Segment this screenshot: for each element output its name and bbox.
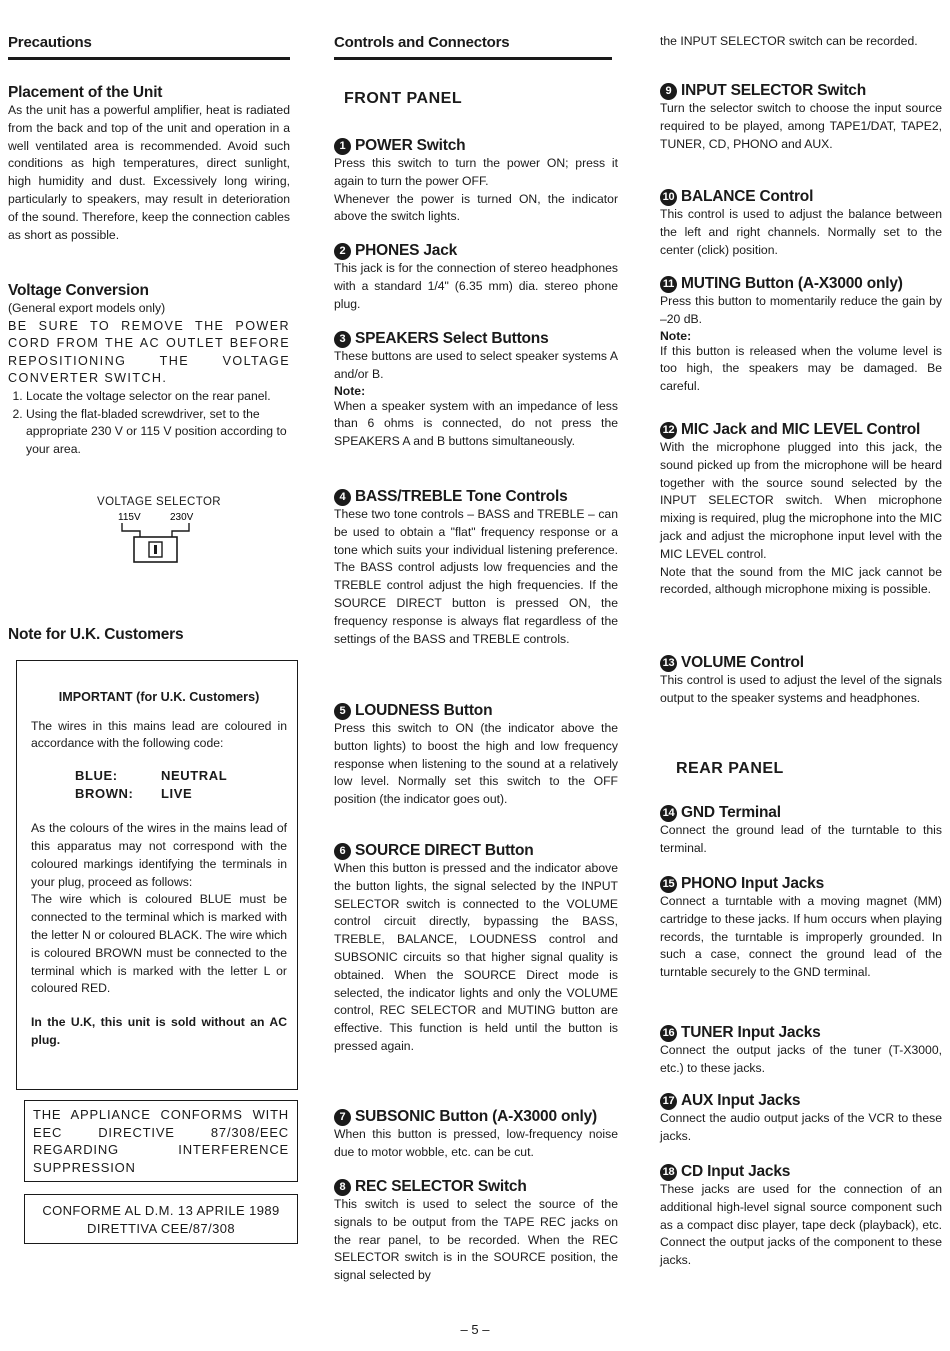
rear-panel-heading: REAR PANEL (676, 760, 784, 777)
item-title: INPUT SELECTOR Switch (681, 82, 866, 99)
item-title: REC SELECTOR Switch (355, 1178, 527, 1195)
placement-title: Placement of the Unit (8, 84, 163, 101)
item-body: These buttons are used to select speaker systems A and/or B. (334, 349, 618, 381)
voltage-steps (8, 388, 290, 459)
uk-intro: The wires in this mains lead are coloured in accordance with the following code: (31, 718, 287, 751)
number-badge: 10 (660, 189, 677, 206)
uk-title-text: Note for U.K. Customers (8, 626, 184, 643)
item-phones (334, 242, 618, 313)
brown-label: BROWN: (75, 785, 134, 801)
item-body: This control is used to adjust the level of the signals output to the speaker systems and headphones. (660, 673, 942, 705)
item-title: POWER Switch (355, 137, 466, 154)
item-title: BALANCE Control (681, 188, 814, 205)
selector-switch-icon (8, 508, 290, 568)
item-mic (660, 421, 942, 599)
item-title: VOLUME Control (681, 654, 804, 671)
uk-body: As the colours of the wires in the mains lead of this apparatus may not correspond with the coloured markings identifying the terminals in your plug, proceed as follows: (31, 821, 287, 889)
item-power (334, 137, 618, 226)
item-body: Connect the audio output jacks of the VCR to these jacks. (660, 1111, 942, 1143)
number-badge: 5 (334, 703, 351, 720)
item-volume (660, 654, 942, 708)
blue-label: BLUE: (75, 768, 118, 784)
number-badge: 9 (660, 83, 677, 100)
note-label: Note: (334, 383, 366, 398)
item-muting (660, 275, 942, 396)
voltage-title: Voltage Conversion (8, 282, 149, 299)
item-source-direct (334, 842, 618, 1056)
number-badge: 8 (334, 1179, 351, 1196)
uk-important-heading: IMPORTANT (for U.K. Customers) (58, 689, 260, 704)
number-badge: 12 (660, 422, 677, 439)
number-badge: 17 (660, 1093, 677, 1110)
item-tuner (660, 1024, 942, 1078)
item-body: Connect the output jacks of the tuner (T-X3000, etc.) to these jacks. (660, 1043, 942, 1075)
item-note: When a speaker system with an impedance of less than 6 ohms is connected, do not press the SPEAKERS A and B buttons simultaneously. (334, 398, 618, 449)
number-badge: 13 (660, 655, 677, 672)
item-body-2: Note that the sound from the MIC jack cannot be recorded, although microphone mixing is possible. (660, 564, 942, 597)
item-title: CD Input Jacks (681, 1163, 791, 1180)
item-body: Turn the selector switch to choose the input source required to be played, among TAPE1/DAT, TAPE2, TUNER, CD, PHONO and AUX. (660, 101, 942, 151)
item-body: When this button is pressed, low-frequency noise due to motor wobble, etc. can be cut. (334, 1127, 618, 1159)
item-body: Connect the ground lead of the turntable to this terminal. (660, 823, 942, 855)
voltage-step: 2. Using the flat-bladed screwdriver, set to the appropriate 230 V or 115 V position according to your area. (26, 406, 290, 459)
item-body: Press this button to momentarily reduce the gain by –20 dB. (660, 294, 942, 326)
number-badge: 6 (334, 843, 351, 860)
item-body-continued: the INPUT SELECTOR switch can be recorded. (660, 34, 918, 48)
number-badge: 11 (660, 276, 677, 293)
item-body: Press this switch to ON (the indicator above the button lights) to boost the high and low frequency response when listening to the sound at a relatively low level. Normally set this switch to the OFF position (the indicator goes out). (334, 721, 618, 807)
voltage-warning: BE SURE TO REMOVE THE POWER CORD FROM THE AC OUTLET BEFORE REPOSITIONING THE VOLTAGE CONVERTER SWITCH. (8, 318, 290, 386)
item-cd (660, 1163, 942, 1270)
placement-body: As the unit has a powerful amplifier, heat is radiated from the back and top of the unit and operation in a well ventilated area is recommended. Avoid such conditions as high temperatures, direct sunlight, high humidity and dust. Excessively long wiring, particularly to speakers, may result in deterioration of the sound. Therefore, keep the connection cables as short as possible. (8, 103, 290, 242)
item-gnd (660, 804, 942, 858)
item-balance (660, 188, 942, 259)
diagram-title: VOLTAGE SELECTOR (97, 496, 221, 508)
placement-section (8, 84, 290, 244)
voltage-section (8, 282, 290, 459)
note-label: Note: (660, 328, 692, 343)
number-badge: 18 (660, 1164, 677, 1181)
item-subsonic (334, 1108, 618, 1162)
uk-title (8, 626, 290, 644)
header-rule (334, 57, 612, 60)
item-aux (660, 1092, 942, 1146)
number-badge: 2 (334, 243, 351, 260)
uk-body-2: The wire which is coloured BLUE must be connected to the terminal which is marked with the letter N or coloured BLACK. The wire which is coloured BROWN must be connected to the terminal which is marked with the letter L or coloured RED. (31, 892, 287, 996)
item-title: MUTING Button (A-X3000 only) (681, 275, 903, 292)
item-title: PHONES Jack (355, 242, 458, 259)
item-title: GND Terminal (681, 804, 781, 821)
eec-box (24, 1100, 298, 1182)
uk-sold-note: In the U.K, this unit is sold without an AC plug. (31, 1015, 287, 1047)
voltage-selector-diagram (8, 496, 290, 573)
item-body: Press this switch to turn the power ON; press it again to turn the power OFF. (334, 156, 618, 188)
item-title: LOUDNESS Button (355, 702, 493, 719)
page-number: – 5 – (460, 1322, 490, 1337)
label-115v: 115V (118, 512, 141, 523)
item-title: SPEAKERS Select Buttons (355, 330, 549, 347)
number-badge: 7 (334, 1109, 351, 1126)
item-body: These jacks are used for the connection of an additional high-level signal source component such as a compact disc player, tape deck (playback), etc. Connect the output jacks of the component to these jacks. (660, 1182, 942, 1268)
precautions-header: Precautions (8, 34, 92, 51)
eec-text: THE APPLIANCE CONFORMS WITH EEC DIRECTIVE 87/308/EEC REGARDING INTERFERENCE SUPPRESSION (33, 1107, 289, 1175)
item-rec-selector (334, 1178, 618, 1285)
voltage-sub: (General export models only) (8, 301, 166, 315)
wire-code-table (75, 767, 287, 802)
item-body-2: Whenever the power is turned ON, the indicator above the switch lights. (334, 191, 618, 224)
item-body: These two tone controls – BASS and TREBLE – can be used to obtain a "flat" frequency response or a tone which suits your individual listening preference. The BASS control adjusts low frequencies and the TREBLE control adjust the high frequencies. If the SOURCE DIRECT button is pressed ON, the frequency response is always flat regardless of the settings of the BASS and TREBLE controls. (334, 507, 618, 646)
number-badge: 1 (334, 138, 351, 155)
uk-important-box (16, 660, 298, 1090)
item-title: SUBSONIC Button (A-X3000 only) (355, 1108, 598, 1125)
header-rule (8, 57, 290, 60)
controls-header: Controls and Connectors (334, 34, 510, 51)
rec-selector-continued (660, 33, 942, 51)
item-bass-treble (334, 488, 618, 648)
number-badge: 3 (334, 331, 351, 348)
item-note: If this button is released when the volume level is too high, the speakers may be damaged. Be careful. (660, 343, 942, 394)
item-title: MIC Jack and MIC LEVEL Control (681, 421, 921, 438)
item-title: BASS/TREBLE Tone Controls (355, 488, 568, 505)
number-badge: 15 (660, 876, 677, 893)
item-body: This jack is for the connection of stereo headphones with a standard 1/4" (6.35 mm) dia. stereo phone plug. (334, 261, 618, 311)
item-input-selector (660, 82, 942, 153)
dm-line-2: DIRETTIVA CEE/87/308 (87, 1221, 235, 1236)
item-speakers (334, 330, 618, 451)
item-body: Connect a turntable with a moving magnet (MM) cartridge to these jacks. If hum occurs when playing records, the turntable is improperly grounded. In such a case, connect the ground lead of the turntable securely to the GND terminal. (660, 894, 942, 980)
item-phono (660, 875, 942, 982)
item-title: SOURCE DIRECT Button (355, 842, 534, 859)
dm-line-1: CONFORME AL D.M. 13 APRILE 1989 (42, 1203, 280, 1218)
item-title: AUX Input Jacks (681, 1092, 801, 1109)
dm-box (24, 1194, 298, 1244)
number-badge: 4 (334, 489, 351, 506)
item-title: TUNER Input Jacks (681, 1024, 821, 1041)
label-230v: 230V (170, 512, 194, 523)
blue-value: NEUTRAL (161, 768, 228, 784)
item-loudness (334, 702, 618, 809)
item-body: When this button is pressed and the indicator above the button lights, the signal selected by the INPUT SELECTOR switch is connected to the VOLUME control circuit directly, bypassing the BASS, TREBLE, BALANCE, LOUDNESS control and SUBSONIC circuits so that higher signal quality is obtained. When the SOURCE Direct mode is selected, the indicator lights and only the VOLUME control, REC SELECTOR and MUTING button are effective. This function is held until the button is pressed again. (334, 861, 618, 1053)
item-title: PHONO Input Jacks (681, 875, 825, 892)
number-badge: 16 (660, 1025, 677, 1042)
voltage-step: 1. Locate the voltage selector on the rear panel. (26, 388, 290, 406)
item-body: This control is used to adjust the balance between the left and right channels. Normally set to the center (click) position. (660, 207, 942, 257)
number-badge: 14 (660, 805, 677, 822)
brown-value: LIVE (161, 785, 193, 801)
front-panel-heading: FRONT PANEL (344, 90, 463, 107)
item-body: With the microphone plugged into this jack, the sound picked up from the microphone will be heard together with the source sound selected by the INPUT SELECTOR switch. When microphone mixing is required, plug the microphone into the MIC jack and adjust the microphone input level with the MIC LEVEL control. (660, 440, 942, 561)
item-body: This switch is used to select the source of the signals to be output from the TAPE REC jacks on the rear panel, to be recorded. When the REC SELECTOR switch is in the SOURCE position, the signal selected by (334, 1197, 618, 1283)
